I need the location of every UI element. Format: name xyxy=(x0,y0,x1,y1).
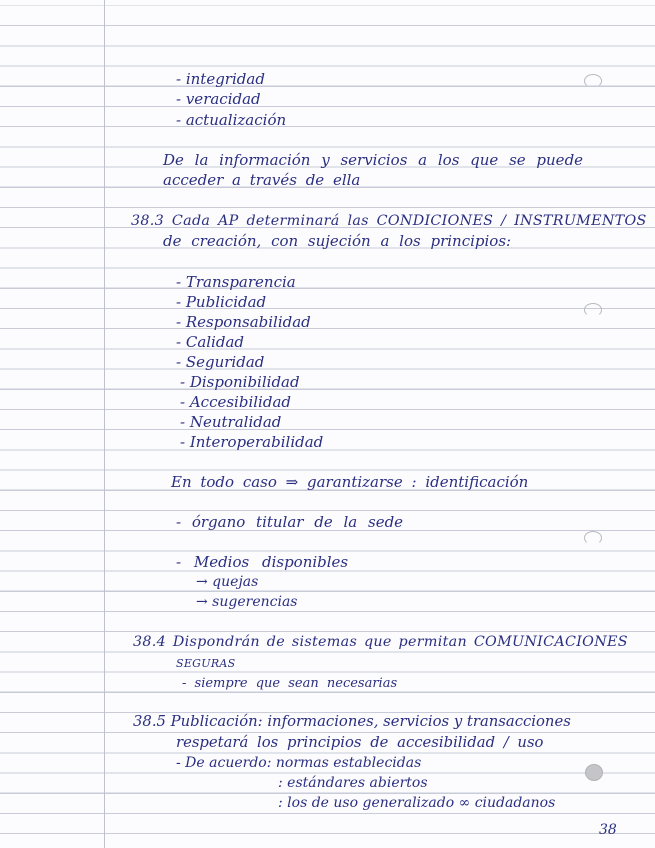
note-line: - siempre que sean necesarias xyxy=(182,676,398,691)
list-item: - Responsabilidad xyxy=(176,313,311,331)
note-line: De la información y servicios a los que se puede xyxy=(163,151,584,169)
margin-line xyxy=(104,0,105,848)
list-item: - Publicidad xyxy=(176,293,267,311)
note-line: : los de uso generalizado ∞ ciudadanos xyxy=(278,795,556,811)
punch-hole xyxy=(585,764,603,781)
list-item: - Calidad xyxy=(176,333,244,351)
note-line: : estándares abiertos xyxy=(278,775,428,791)
note-line: - integridad xyxy=(176,70,265,88)
punch-hole xyxy=(584,74,602,88)
note-line: - De acuerdo: normas establecidas xyxy=(176,755,422,771)
note-line: SEGURAS xyxy=(176,657,236,670)
page-number: 38 xyxy=(599,822,617,838)
list-item: - Transparencia xyxy=(176,273,296,291)
list-item: - Accesibilidad xyxy=(180,393,291,411)
list-item: - Interoperabilidad xyxy=(180,433,324,451)
list-item: - Seguridad xyxy=(176,353,265,371)
section-heading: 38.3 Cada AP determinará las CONDICIONES / INSTRUMENTOS xyxy=(131,213,647,229)
note-line: - actualización xyxy=(176,111,287,129)
note-line: acceder a través de ella xyxy=(163,171,361,189)
section-heading: 38.5 Publicación: informaciones, servicios y transacciones xyxy=(133,713,571,730)
note-line: - Medios disponibles xyxy=(176,553,349,571)
list-item: - Disponibilidad xyxy=(180,373,300,391)
list-item: → quejas xyxy=(196,574,259,590)
note-line: de creación, con sujeción a los principios: xyxy=(163,232,512,250)
section-heading: 38.4 Dispondrán de sistemas que permitan COMUNICACIONES xyxy=(133,634,628,650)
punch-hole xyxy=(584,303,602,317)
punch-hole xyxy=(584,531,602,545)
note-line: - órgano titular de la sede xyxy=(176,513,404,531)
list-item: → sugerencias xyxy=(196,594,298,610)
note-line: En todo caso ⇒ garantizarse : identificación xyxy=(171,473,529,491)
note-line: respetará los principios de accesibilidad / uso xyxy=(176,734,544,751)
note-line: - veracidad xyxy=(176,90,261,108)
list-item: - Neutralidad xyxy=(180,413,282,431)
